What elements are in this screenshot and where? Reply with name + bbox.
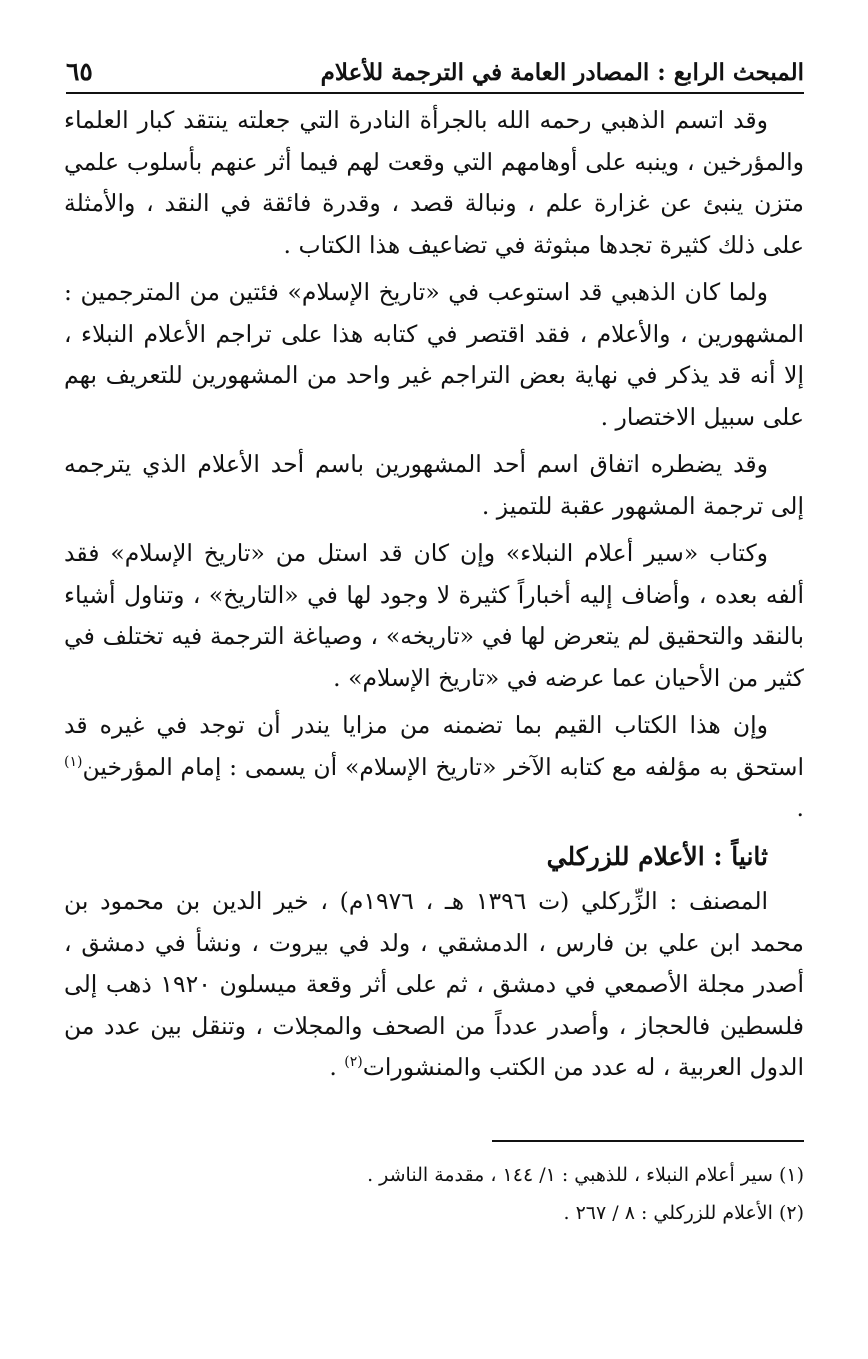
chapter-title: المبحث الرابع : المصادر العامة في الترجمة للأعلام	[320, 59, 804, 86]
page-header	[66, 44, 804, 94]
footnote-reference[interactable]: (٢)	[344, 1054, 363, 1071]
paragraph-end: .	[796, 794, 804, 822]
footnote-divider	[492, 1140, 804, 1142]
footnotes	[64, 1156, 804, 1232]
paragraph-end: .	[329, 1053, 345, 1081]
paragraph-text: وإن هذا الكتاب القيم بما تضمنه من مزايا يندر أن توجد في غيره قد استحق به مؤلفه مع كتابه الآخر «تاريخ الإسلام» أن يسمى : إمام المؤرخين	[64, 711, 804, 781]
paragraph: وقد اتسم الذهبي رحمه الله بالجرأة النادرة التي جعلته ينتقد كبار العلماء والمؤرخين ، وينبه على أوهامهم التي وقعت لهم فيما أثر عنهم بأسلوب علمي متزن ينبئ عن غزارة علم ، ونبالة قصد ، وقدرة فائقة في النقد ، والأمثلة على ذلك كثيرة تجدها مبثوثة في تضاعيف هذا الكتاب .	[64, 106, 804, 259]
section-heading: ثانياً : الأعلام للزركلي	[546, 841, 768, 871]
author-paragraph	[64, 881, 804, 1089]
paragraph: ولما كان الذهبي قد استوعب في «تاريخ الإسلام» فئتين من المترجمين : المشهورين ، والأعلام ، فقد اقتصر في كتابه هذا على تراجم الأعلام النبلاء ، إلا أنه قد يذكر في نهاية بعض التراجم غير واحد من المشهورين للتعريف بهم على سبيل الاختصار .	[64, 278, 804, 431]
footnote: (١) سير أعلام النبلاء ، للذهبي : ١/ ١٤٤ ، مقدمة الناشر .	[367, 1164, 804, 1186]
paragraph: وقد يضطره اتفاق اسم أحد المشهورين باسم أحد الأعلام الذي يترجمه إلى ترجمة المشهور عقبة للتميز .	[64, 450, 804, 520]
footnote: (٢) الأعلام للزركلي : ٨ / ٢٦٧ .	[563, 1202, 804, 1224]
paragraph: وكتاب «سير أعلام النبلاء» وإن كان قد استل من «تاريخ الإسلام» فقد ألفه بعده ، وأضاف إليه أخباراً كثيرة لا وجود لها في «التاريخ» ، وتناول أشياء بالنقد والتحقيق لم يتعرض لها في «تاريخه» ، وصياغة الترجمة فيه تختلف في كثير من الأحيان عما عرضه في «تاريخ الإسلام» .	[64, 539, 804, 692]
paragraph-text: المصنف : الزِّركلي (ت ١٣٩٦ هـ ، ١٩٧٦م) ، خير الدين بن محمود بن محمد ابن علي بن فارس ، الدمشقي ، ولد في بيروت ، ونشأ في دمشق ، أصدر مجلة الأصمعي في دمشق ، ثم على أثر وقعة ميسلون ١٩٢٠ ذهب إلى فلسطين فالحجاز ، وأصدر عدداً من الصحف والمجلات ، وتنقل بين عدد من الدول العربية ، له عدد من الكتب والمنشورات	[64, 887, 804, 1081]
paragraph-with-footnote	[64, 705, 804, 830]
main-text	[64, 100, 804, 1095]
page-number: ٦٥	[66, 57, 93, 86]
footnote-reference[interactable]: (١)	[64, 753, 83, 770]
